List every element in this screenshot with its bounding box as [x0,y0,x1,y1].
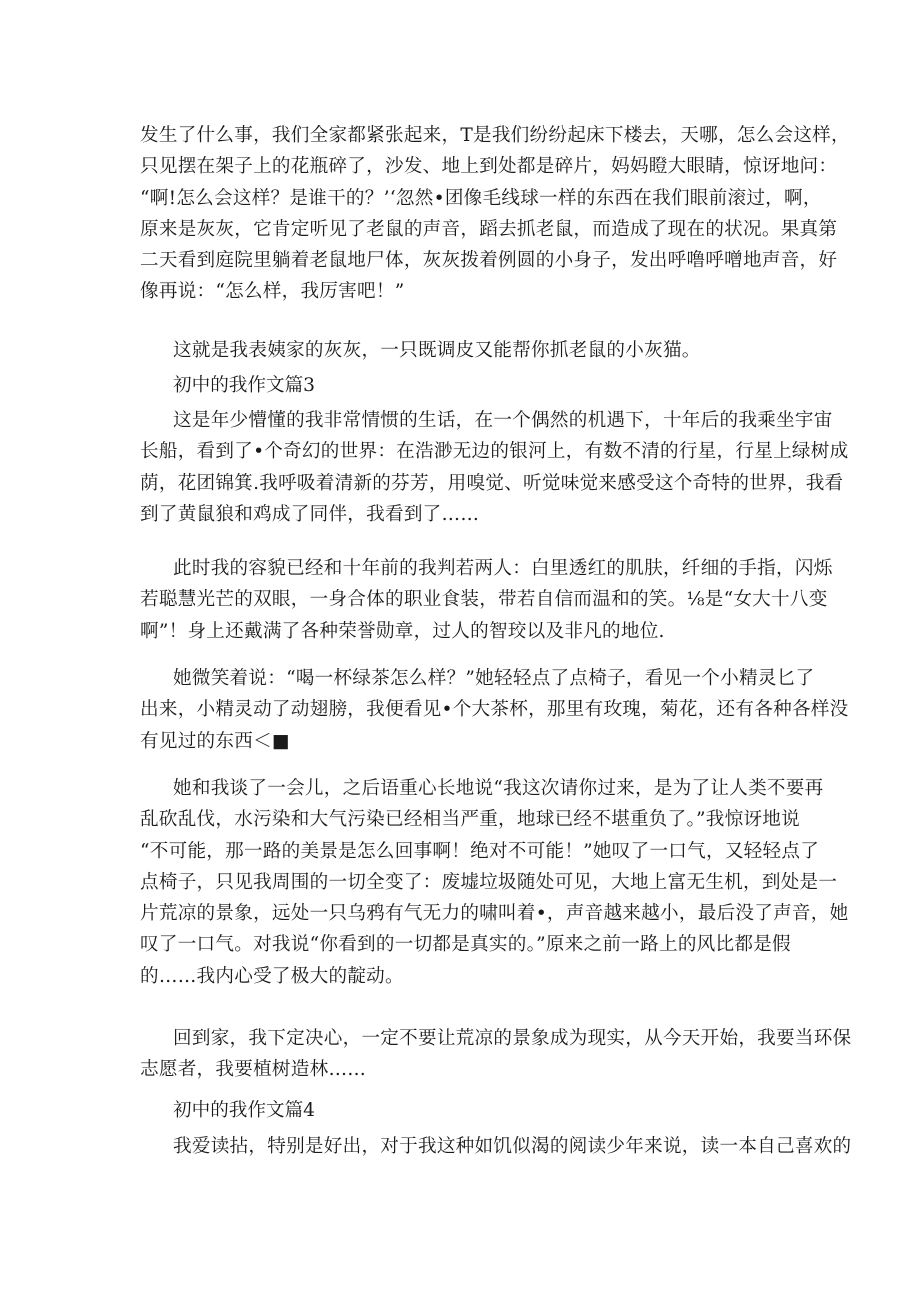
text-line: 这是年少懵懂的我非常情惯的生话，在一个偶然的机遇下，十年后的我乘坐宇宙 [173,410,833,431]
text-line: 有见过的东西＜■ [140,730,290,752]
text-line: 她和我谈了一会儿，之后语重心长地说“我这次请你过来，是为了让人类不要再 [173,778,824,799]
paragraph-reading [140,1131,852,1162]
section-heading-essay-3: 初中的我作文篇3 [173,375,315,396]
text-line: 的……我内心受了极大的靛动。 [140,965,404,987]
text-line: 出来，小精灵动了动翅膀，我便看见•个大茶杯，那里有玫瑰，菊花，还有各种各样没 [140,699,849,721]
text-line: 若聪慧光芒的双眼，一身合体的职业食装，带若自信而温和的笑。⅛是“女大十八变 [140,589,828,611]
text-line: 荫，花团锦箕.我呼吸着清新的芬芳，用嗅觉、听觉味觉来感受这个奇特的世界，我看 [140,472,844,494]
paragraph-earth-warning [140,773,849,992]
text-line: “不可能，那一路的美景是怎么回事啊！绝对不可能！”她叹了一口气，又轻轻点了 [140,840,820,862]
text-line: 回到家，我下定决心，一定不要让荒凉的景象成为现实，从今天开始，我要当环保 [173,1028,852,1049]
paragraph-appearance [140,553,833,647]
text-line: 二天看到庭院里躺着老鼠地尸体，灰灰拨着例圆的小身子，发出呼噜呼噌地声音，好 [140,250,838,272]
text-line: 志愿者，我要植树造林…… [140,1059,367,1081]
text-line: “啊!怎么会这样？是谁干的？’‘忽然•团像毛线球一样的东西在我们眼前滚过，啊， [140,187,822,209]
text-line: 发生了什么事，我们全家都紧张起来，T是我们纷纷起床下楼去，天哪，怎么会这样， [140,125,850,146]
text-line: 乱砍乱伐，水污染和大气污染已经相当严重，地球已经不堪重负了。”我惊讶地说 [140,809,800,831]
text-line: 此时我的容貌已经和十年前的我判若两人：白里透红的肌肤，纤细的手指，闪烁 [173,558,833,579]
section-heading-essay-4: 初中的我作文篇4 [173,1100,315,1121]
text-line: 长船，看到了•个奇幻的世界：在浩渺无边的银河上，有数不清的行星，行星上绿树成 [140,441,849,463]
text-line: 我爱读拈，特别是好出，对于我这种如饥似渴的阅读少年来说，读一本自己喜欢的 [173,1136,852,1157]
text-line: 原来是灰灰，它肯定听见了老鼠的声音，蹈去抓老鼠，而造成了现在的状况。果真第 [140,218,838,240]
paragraph-cat-story-end [140,120,850,308]
text-line: 到了黄鼠狼和鸡成了同伴，我看到了…… [140,503,480,525]
text-line: 叹了一口气。对我说“你看到的一切都是真实的。”原来之前一路上的风比都是假 [140,934,791,956]
paragraph-resolution [140,1023,852,1086]
text-line: 片荒凉的景象，远处一只乌鸦有气无力的啸叫着•，声音越来越小，最后没了声音，她 [140,903,849,925]
text-line: 啊”！身上还戴满了各种荣誉勋章，过人的智珓以及非凡的地位. [140,620,665,642]
paragraph-cat-summary [140,335,780,366]
text-line: 像再说：“怎么样，我厉害吧！” [140,281,405,303]
paragraph-green-tea [140,663,849,757]
paragraph-space-journey [140,405,849,530]
text-line: 只见摆在架子上的花瓶碎了，沙发、地上到处都是碎片，妈妈瞪大眼睛，惊讶地问： [140,156,838,178]
text-line: 她微笑着说：“喝一杯绿茶怎么样？”她轻轻点了点椅子，看见一个小精灵匕了 [173,668,815,689]
text-line: 点椅子，只见我周围的一切全变了：废墟垃圾随处可见，大地上富无生机，到处是一 [140,871,838,893]
text-line: 这就是我表姨家的灰灰，一只既调皮又能帮你抓老鼠的小灰猫。 [173,340,701,361]
